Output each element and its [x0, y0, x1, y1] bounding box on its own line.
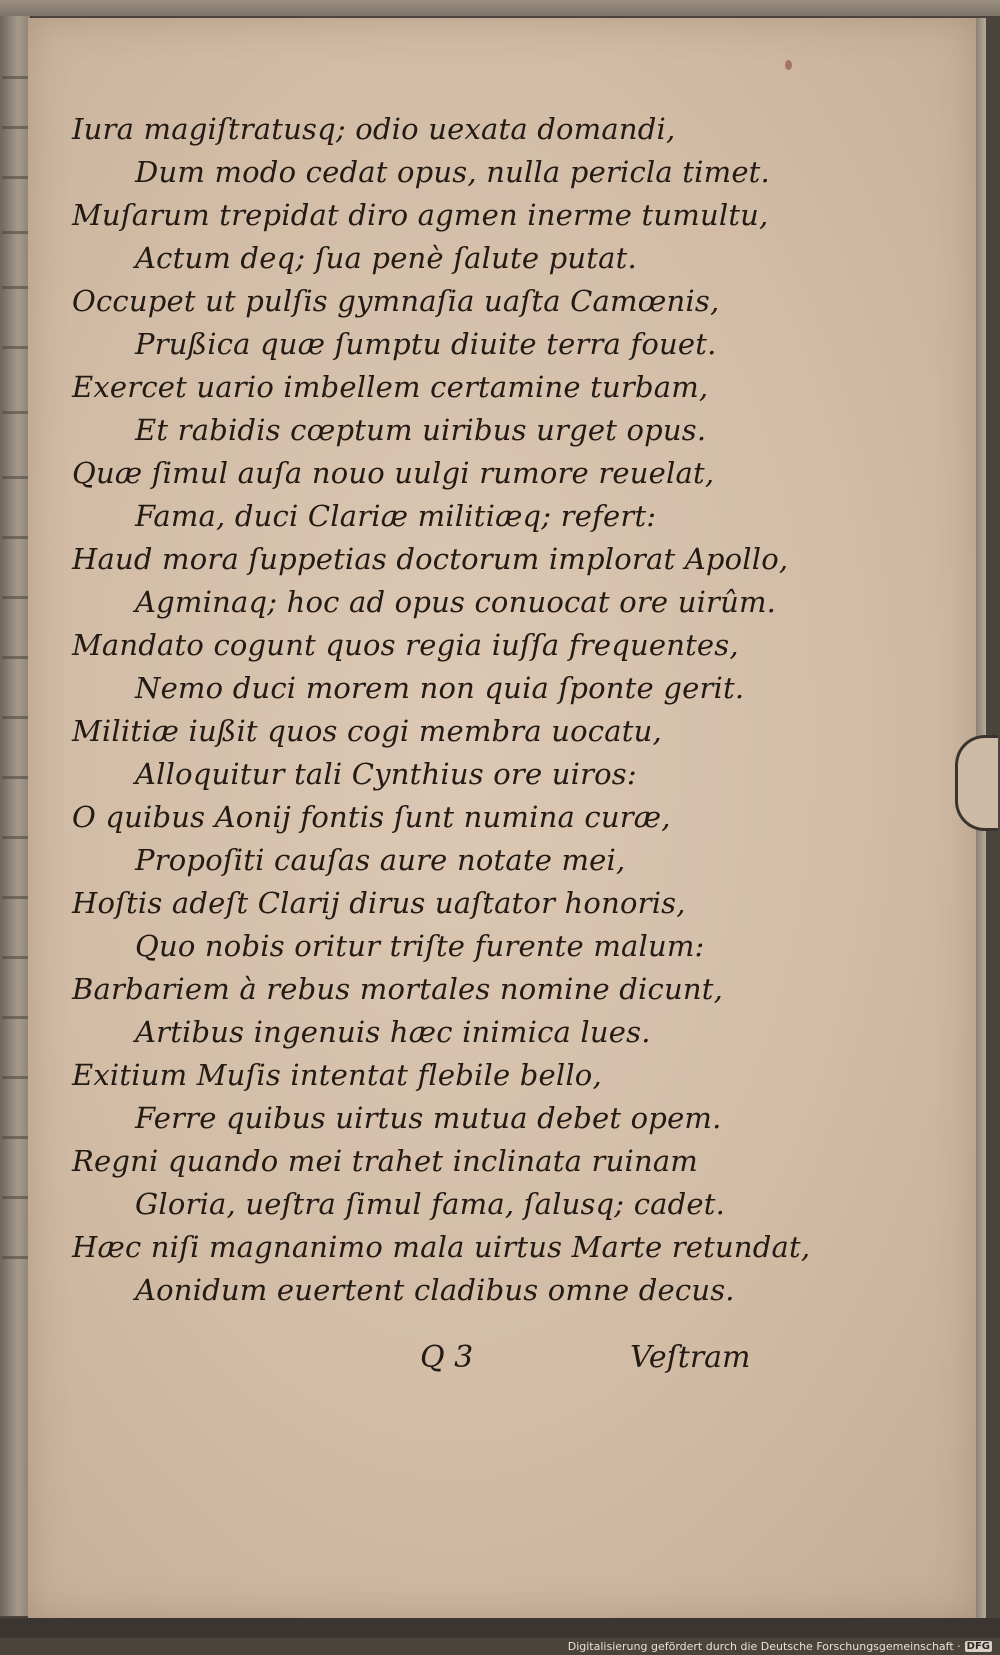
- verse-line: Ferre quibus uirtus mutua debet opem.: [135, 1101, 722, 1135]
- verse-line: Regni quando mei trahet inclinata ruinam: [72, 1144, 699, 1178]
- verse-line: Aonidum euertent cladibus omne decus.: [135, 1273, 735, 1307]
- verse-line: O quibus Aonij fontis ſunt numina curæ,: [72, 800, 671, 834]
- verse-line: Haud mora ſuppetias doctorum implorat Apollo,: [72, 542, 789, 576]
- verse-line: Propoſiti cauſas aure notate mei,: [135, 843, 626, 877]
- verse-line: Actum deq; ſua penè ſalute putat.: [135, 241, 637, 275]
- verse-line: Artibus ingenuis hæc inimica lues.: [135, 1015, 651, 1049]
- verse-line: Militiæ iußit quos cogi membra uocatu,: [72, 714, 662, 748]
- signature-mark: Q 3: [420, 1340, 474, 1375]
- verse-line: Et rabidis cœptum uiribus urget opus.: [135, 413, 707, 447]
- digitization-credit: [568, 1638, 992, 1655]
- verse-line: Gloria, ueſtra ſimul fama, ſalusq; cadet.: [135, 1187, 726, 1221]
- verse-line: Agminaq; hoc ad opus conuocat ore uirûm.: [135, 585, 777, 619]
- verse-line: Nemo duci morem non quia ſponte gerit.: [135, 671, 745, 705]
- verse-line: Muſarum trepidat diro agmen inerme tumultu,: [72, 198, 769, 232]
- verse-line: Iura magiſtratusq; odio uexata domandi,: [72, 112, 676, 146]
- credit-text: Digitalisierung gefördert durch die Deutsche Forschungsgemeinschaft ·: [567, 1640, 961, 1653]
- verse-line: Quæ ſimul auſa nouo uulgi rumore reuelat,: [72, 456, 715, 490]
- verse-line: Exercet uario imbellem certamine turbam,: [72, 370, 709, 404]
- verse-line: Mandato cogunt quos regia iuſſa frequentes,: [72, 628, 739, 662]
- dfg-logo: DFG: [966, 1641, 990, 1652]
- verse-line: Prußica quæ ſumptu diuite terra fouet.: [135, 327, 717, 361]
- verse-line: Hoſtis adeſt Clarij dirus uaſtator honoris,: [72, 886, 686, 920]
- verse-line: Hæc niſi magnanimo mala uirtus Marte retundat,: [72, 1230, 811, 1264]
- verse-line: Fama, duci Clariæ militiæq; refert:: [135, 499, 657, 533]
- verse-line: Dum modo cedat opus, nulla pericla timet.: [135, 155, 770, 189]
- verse-line: Alloquitur tali Cynthius ore uiros:: [135, 757, 637, 791]
- verse-line: Exitium Muſis intentat flebile bello,: [72, 1058, 602, 1092]
- verse-line: Occupet ut pulſis gymnaſia uaſta Camœnis,: [72, 284, 720, 318]
- catchword: Veſtram: [630, 1340, 751, 1375]
- bottom-edge: [0, 1618, 1000, 1638]
- verse-line: Quo nobis oritur triſte furente malum:: [135, 929, 705, 963]
- verse-line: Barbariem à rebus mortales nomine dicunt,: [72, 972, 723, 1006]
